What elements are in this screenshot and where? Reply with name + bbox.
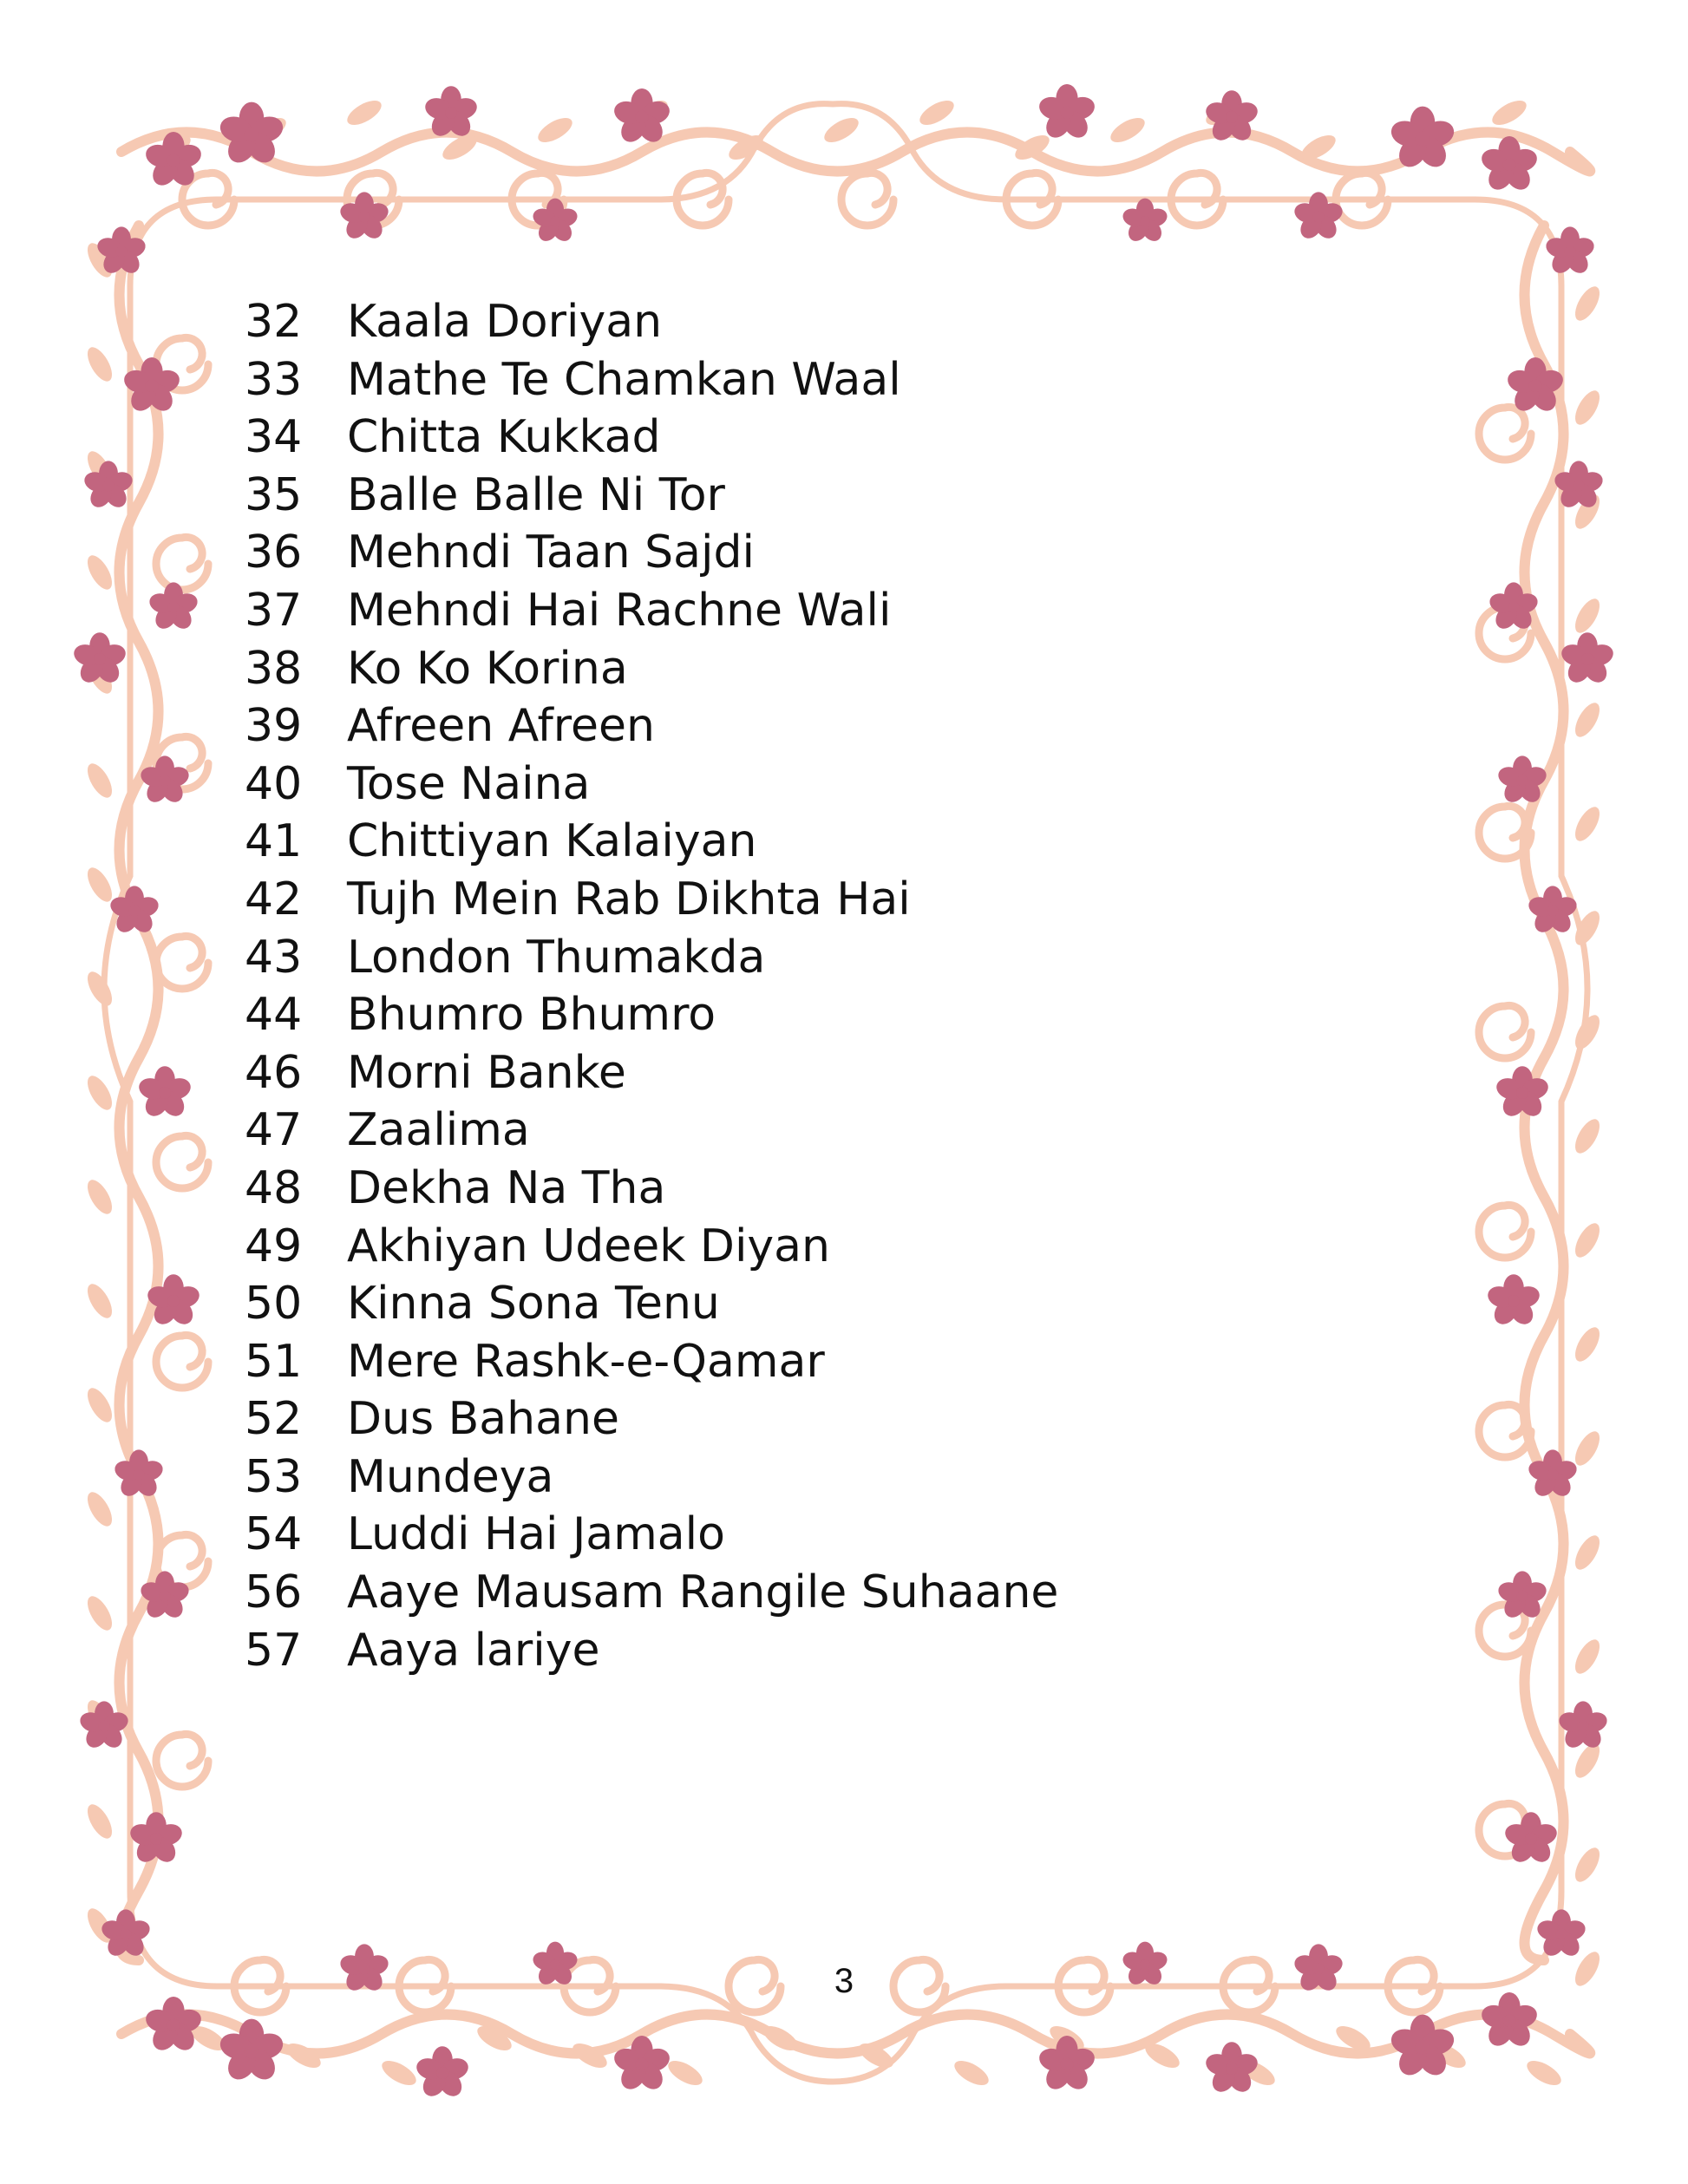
leaf <box>343 95 385 129</box>
leaf <box>82 1384 116 1426</box>
flower <box>143 1997 205 2055</box>
toc-title: Mere Rashk-e-Qamar <box>347 1335 825 1388</box>
toc-entry <box>245 1622 1058 1680</box>
toc-title: Morni Banke <box>347 1046 626 1099</box>
toc-entry <box>245 929 1058 987</box>
toc-entry <box>245 1390 1058 1448</box>
flower <box>108 886 160 936</box>
toc-title: Dekha Na Tha <box>347 1161 666 1214</box>
toc-page-number: 57 <box>245 1624 303 1677</box>
vine-bottom <box>121 2015 1590 2054</box>
toc-title: Aaya lariye <box>347 1624 600 1677</box>
toc-title: Mehndi Hai Rachne Wali <box>347 584 892 637</box>
toc-title: Ko Ko Korina <box>347 642 628 695</box>
leaf <box>1570 1115 1604 1157</box>
leaf <box>82 552 116 593</box>
toc-title: Mehndi Taan Sajdi <box>347 526 755 579</box>
leaf <box>378 2056 420 2089</box>
flower <box>136 1066 193 1121</box>
toc-entry <box>245 697 1058 755</box>
flower <box>531 199 579 245</box>
toc-page-number: 52 <box>245 1393 303 1446</box>
toc-title: Kaala Doriyan <box>347 296 663 348</box>
toc-entry <box>245 813 1058 871</box>
leaf <box>82 864 116 906</box>
flower <box>1495 755 1548 806</box>
toc-page-number: 33 <box>245 353 303 406</box>
toc-page-number: 49 <box>245 1220 303 1272</box>
toc-page-number: 38 <box>245 642 303 695</box>
leaf <box>82 1280 116 1322</box>
toc-title: Kinna Sona Tenu <box>347 1278 720 1331</box>
toc-title: Mathe Te Chamkan Waal <box>347 353 901 406</box>
toc-title: Zaalima <box>347 1104 530 1157</box>
vine-curl <box>156 1734 208 1787</box>
leaf <box>82 760 116 801</box>
leaf <box>1570 1844 1604 1886</box>
toc-page-number: 36 <box>245 526 303 579</box>
toc-entry <box>245 640 1058 698</box>
toc-page-number: 44 <box>245 989 303 1042</box>
leaf <box>534 113 576 147</box>
flower <box>1559 632 1616 687</box>
toc-title: Afreen Afreen <box>347 700 655 753</box>
leaf <box>1488 95 1530 129</box>
toc-entry <box>245 1044 1058 1102</box>
flower <box>1203 2042 1260 2096</box>
leaf <box>1570 1636 1604 1677</box>
toc-page-number: 42 <box>245 873 303 925</box>
flower <box>1485 1274 1542 1329</box>
page-number: 3 <box>834 1962 854 2000</box>
toc-entry <box>245 1448 1058 1507</box>
toc-entry <box>245 351 1058 409</box>
toc-entry <box>245 1102 1058 1160</box>
leaf <box>1107 113 1148 147</box>
toc-page-number: 35 <box>245 468 303 521</box>
toc-entry <box>245 1333 1058 1391</box>
toc-page-number: 47 <box>245 1104 303 1157</box>
leaf <box>821 113 862 147</box>
toc-page-number: 56 <box>245 1566 303 1619</box>
leaf <box>82 1801 116 1842</box>
toc-title: London Thumakda <box>347 931 766 984</box>
toc-entry <box>245 1218 1058 1276</box>
vine-curl <box>1479 407 1531 460</box>
toc-page-number: 34 <box>245 411 303 464</box>
leaf <box>1570 1324 1604 1365</box>
vine-curl <box>1479 1005 1531 1058</box>
toc-entry <box>245 755 1058 814</box>
toc-page-number: 37 <box>245 584 303 637</box>
leaf <box>1523 2056 1565 2089</box>
toc-title: Tose Naina <box>347 757 591 810</box>
leaf <box>1570 1220 1604 1261</box>
leaf <box>1570 1532 1604 1573</box>
toc-title: Mundeya <box>347 1450 554 1503</box>
toc-title: Bhumro Bhumro <box>347 989 716 1042</box>
toc-entry <box>245 409 1058 467</box>
leaf <box>82 1176 116 1218</box>
flower <box>82 461 134 511</box>
vine-curl <box>156 537 208 590</box>
vine-curl <box>841 173 893 226</box>
toc-title: Akhiyan Udeek Diyan <box>347 1220 830 1272</box>
toc-page-number: 39 <box>245 700 303 753</box>
toc-page-number: 51 <box>245 1335 303 1388</box>
toc-entry <box>245 582 1058 640</box>
toc-page-number: 48 <box>245 1161 303 1214</box>
toc-entry <box>245 1564 1058 1622</box>
toc-title: Chittiyan Kalaiyan <box>347 815 757 868</box>
flower <box>414 2046 471 2101</box>
toc-entry <box>245 524 1058 582</box>
vine-curl <box>1479 1404 1531 1457</box>
toc-page-number: 41 <box>245 815 303 868</box>
toc-page-number: 40 <box>245 757 303 810</box>
toc-entry <box>245 293 1058 351</box>
toc-entry <box>245 1160 1058 1218</box>
flower <box>1534 1909 1587 1959</box>
leaf <box>916 95 958 129</box>
toc-entry <box>245 871 1058 929</box>
toc-page-number: 32 <box>245 296 303 348</box>
flower <box>1121 199 1169 245</box>
leaf <box>1570 387 1604 428</box>
toc-page-number: 43 <box>245 931 303 984</box>
toc-title: Dus Bahane <box>347 1393 619 1446</box>
toc-title: Balle Balle Ni Tor <box>347 468 725 521</box>
toc-title: Tujh Mein Rab Dikhta Hai <box>347 873 911 925</box>
leaf <box>82 1072 116 1114</box>
toc-page-number: 50 <box>245 1278 303 1331</box>
flower <box>217 2019 286 2085</box>
toc-entry <box>245 1506 1058 1564</box>
leaf <box>1570 699 1604 741</box>
flower <box>138 1571 191 1621</box>
toc-entry <box>245 986 1058 1044</box>
flower <box>1037 84 1098 142</box>
leaf <box>1570 283 1604 324</box>
vine-curl <box>1479 806 1531 859</box>
vine-curl <box>156 1335 208 1388</box>
flower <box>112 1449 165 1500</box>
vine-curl <box>156 1135 208 1188</box>
toc-title: Chitta Kukkad <box>347 411 661 464</box>
toc-entry <box>245 1275 1058 1333</box>
vine-top <box>121 133 1590 172</box>
leaf <box>82 968 116 1010</box>
table-of-contents <box>245 293 1058 1679</box>
toc-title: Luddi Hai Jamalo <box>347 1508 725 1561</box>
toc-entry <box>245 467 1058 525</box>
flower <box>1556 1701 1609 1751</box>
flower <box>1479 1992 1541 2050</box>
toc-page-number: 53 <box>245 1450 303 1503</box>
vine-curl <box>156 936 208 989</box>
toc-page-number: 54 <box>245 1508 303 1561</box>
leaf <box>664 2056 706 2089</box>
toc-page-number: 46 <box>245 1046 303 1099</box>
leaf <box>82 343 116 385</box>
leaf <box>1570 803 1604 845</box>
leaf <box>82 1592 116 1634</box>
leaf <box>951 2056 992 2089</box>
toc-title: Aaye Mausam Rangile Suhaane <box>347 1566 1059 1619</box>
vine-curl <box>1479 1205 1531 1258</box>
leaf <box>1570 1428 1604 1469</box>
leaf <box>1570 595 1604 637</box>
leaf <box>82 1488 116 1530</box>
